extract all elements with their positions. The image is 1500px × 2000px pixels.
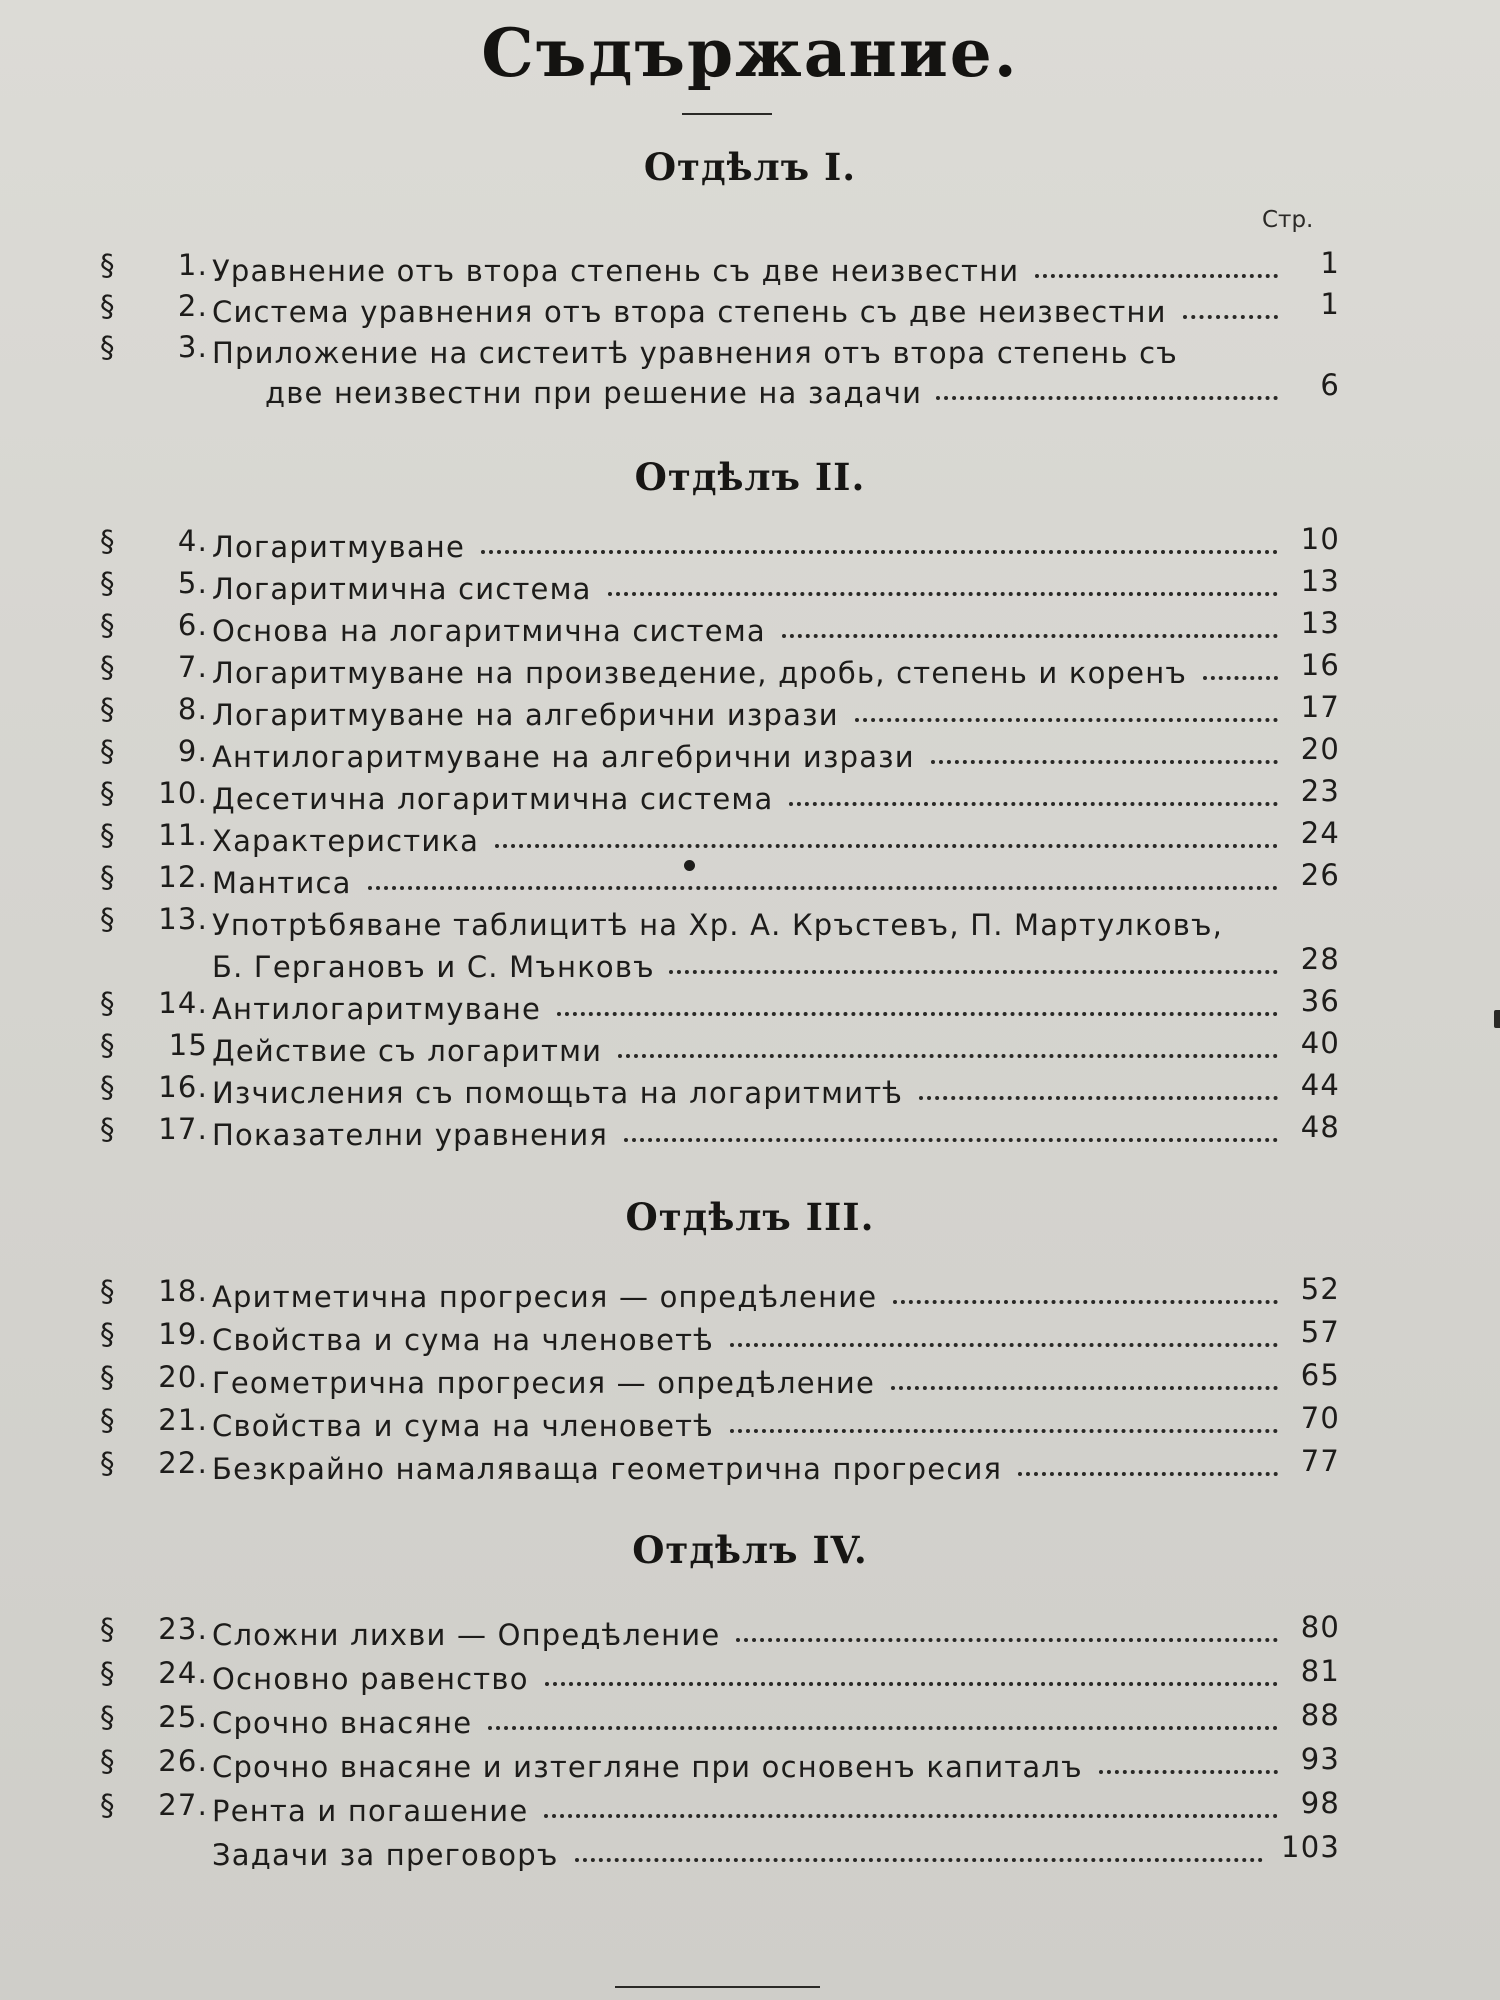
entry-title: Срочно внасяне и изтегляне при основенъ капиталъ [212,1750,1083,1784]
leader-dots [919,1096,1278,1100]
leader-dots [575,1858,1264,1862]
entry-page: 36 [1300,984,1340,1018]
toc-entry [100,816,1340,858]
toc-entry [100,1401,1340,1443]
section-mark: § [100,1112,116,1146]
toc-entry [100,328,1340,370]
section-mark: § [100,1070,116,1104]
section-mark: § [100,860,116,894]
toc-entry [100,522,1340,564]
entry-number: 10. [158,776,208,810]
section-mark: § [100,818,116,852]
entry-number: 17. [158,1112,208,1146]
entry-title-continuation: две неизвестни при решение на задачи [265,376,923,410]
entry-page: 16 [1300,648,1340,682]
entry-number: 3. [177,330,208,364]
leader-dots [1183,315,1278,319]
entry-title: Логаритмуване на алгебрични изрази [212,698,839,732]
toc-entry [100,1026,1340,1068]
entry-title: Основно равенство [212,1662,529,1696]
leader-dots [855,718,1278,722]
entry-page: 17 [1300,690,1340,724]
entry-number: 19. [158,1317,208,1351]
leader-dots [1035,274,1278,278]
leader-dots [544,1814,1278,1818]
entry-page: 77 [1300,1444,1340,1478]
entry-title: Безкрайно намаляваща геометрична прогресия [212,1452,1003,1486]
entry-number: 16. [158,1070,208,1104]
leader-dots [669,970,1278,974]
entry-page: 23 [1300,774,1340,808]
page-column-label: Стр. [1262,207,1314,233]
toc-entry [100,1444,1340,1486]
leader-dots [730,1429,1278,1433]
entry-number: 5. [177,566,208,600]
bottom-divider [615,1986,820,1988]
page-title: Съдържание. [481,14,1019,92]
toc-entry [100,1068,1340,1110]
entry-page: 44 [1300,1068,1340,1102]
section-mark: § [100,650,116,684]
section-mark: § [100,1028,116,1062]
section-heading-4: Отдѣлъ IV. [632,1528,868,1572]
toc-entry [100,1830,1340,1872]
toc-entry [100,246,1340,288]
leader-dots [893,1300,1278,1304]
entry-page: 88 [1300,1698,1340,1732]
entry-page: 80 [1300,1610,1340,1644]
leader-dots [782,634,1278,638]
section-mark: § [100,1656,116,1690]
toc-entry [100,1698,1340,1740]
section-mark: § [100,1317,116,1351]
entry-title: Свойства и сума на членоветѣ [212,1409,714,1443]
section-mark: § [100,1788,116,1822]
leader-dots [936,396,1278,400]
entry-title: Антилогаритмуване [212,992,542,1026]
entry-number: 23. [158,1612,208,1646]
toc-entry [100,984,1340,1026]
entry-number: 4. [177,524,208,558]
toc-entry [100,287,1340,329]
ink-speck [684,860,695,871]
entry-page: 48 [1300,1110,1340,1144]
section-mark: § [100,1744,116,1778]
toc-entry [100,858,1340,900]
section-mark: § [100,1612,116,1646]
entry-title: Десетична логаритмична система [212,782,774,816]
section-mark: § [100,902,116,936]
entry-number: 26. [158,1744,208,1778]
entry-number: 20. [158,1360,208,1394]
toc-entry [100,732,1340,774]
toc-entry [100,1610,1340,1652]
leader-dots [1018,1472,1278,1476]
entry-page: 13 [1300,606,1340,640]
entry-page: 65 [1300,1358,1340,1392]
entry-page: 1 [1320,246,1340,280]
entry-page: 98 [1300,1786,1340,1820]
entry-number: 1. [177,248,208,282]
entry-page: 20 [1300,732,1340,766]
section-mark: § [100,1700,116,1734]
entry-number: 7. [177,650,208,684]
entry-title: Сложни лихви — Опредѣление [212,1618,721,1652]
section-mark: § [100,986,116,1020]
entry-number: 11. [158,818,208,852]
leader-dots [1203,676,1278,680]
title-divider [682,113,772,115]
entry-page: 28 [1300,942,1340,976]
entry-page: 57 [1300,1315,1340,1349]
leader-dots [618,1054,1278,1058]
entry-title: Система уравнения отъ втора степень съ две неизвестни [212,295,1167,329]
entry-title: Логаритмуване на произведение, дробь, степень и коренъ [212,656,1188,690]
entry-number: 9. [177,734,208,768]
entry-title: Геометрична прогресия — опредѣление [212,1366,876,1400]
page-edge-mark [1494,1010,1500,1028]
section-mark: § [100,1360,116,1394]
entry-page: 40 [1300,1026,1340,1060]
leader-dots [624,1138,1278,1142]
toc-entry [100,1315,1340,1357]
toc-entry [100,774,1340,816]
entry-number: 25. [158,1700,208,1734]
leader-dots [557,1012,1278,1016]
toc-entry [100,1654,1340,1696]
leader-dots [736,1638,1278,1642]
toc-entry [100,1786,1340,1828]
leader-dots [931,760,1278,764]
entry-number: 12. [158,860,208,894]
entry-title: Основа на логаритмична система [212,614,766,648]
toc-entry-continuation [212,942,1340,984]
entry-title: Антилогаритмуване на алгебрични изрази [212,740,915,774]
entry-title: Показателни уравнения [212,1118,609,1152]
entry-page: 1 [1320,287,1340,321]
leader-dots [1099,1770,1278,1774]
entry-page: 70 [1300,1401,1340,1435]
toc-entry-continuation [265,368,1340,410]
entry-page: 10 [1300,522,1340,556]
entry-number: 22. [158,1446,208,1480]
entry-title: Аритметична прогресия — опредѣление [212,1280,878,1314]
toc-entry [100,606,1340,648]
toc-entry [100,690,1340,732]
entry-title: Срочно внасяне [212,1706,473,1740]
entry-page: 81 [1300,1654,1340,1688]
section-heading-1: Отдѣлъ I. [643,145,857,189]
entry-title: Изчисления съ помощьта на логаритмитѣ [212,1076,904,1110]
section-mark: § [100,1274,116,1308]
entry-title: Рента и погашение [212,1794,529,1828]
section-mark: § [100,734,116,768]
entry-title: Действие съ логаритми [212,1034,603,1068]
entry-number: 15 [168,1028,208,1062]
entry-page: 13 [1300,564,1340,598]
section-mark: § [100,608,116,642]
entry-title: Логаритмична система [212,572,592,606]
entry-number: 8. [177,692,208,726]
entry-title: Уравнение отъ втора степень съ две неизвестни [212,254,1020,288]
section-mark: § [100,330,116,364]
leader-dots [481,550,1278,554]
entry-title: Задачи за преговоръ [212,1838,559,1872]
section-mark: § [100,524,116,558]
leader-dots [891,1386,1278,1390]
entry-number: 14. [158,986,208,1020]
toc-entry [100,900,1340,942]
leader-dots [730,1343,1278,1347]
toc-entry [100,1742,1340,1784]
entry-number: 13. [158,902,208,936]
entry-page: 24 [1300,816,1340,850]
toc-entry [100,1272,1340,1314]
section-mark: § [100,776,116,810]
entry-page: 26 [1300,858,1340,892]
leader-dots [368,886,1278,890]
entry-number: 18. [158,1274,208,1308]
leader-dots [608,592,1278,596]
entry-number: 2. [177,289,208,323]
leader-dots [495,844,1278,848]
entry-title-continuation: Б. Гергановъ и С. Мънковъ [212,950,655,984]
section-mark: § [100,692,116,726]
toc-entry [100,564,1340,606]
entry-page: 52 [1300,1272,1340,1306]
entry-number: 24. [158,1656,208,1690]
entry-page: 93 [1300,1742,1340,1776]
leader-dots [789,802,1278,806]
section-mark: § [100,248,116,282]
entry-number: 21. [158,1403,208,1437]
entry-title: Мантиса [212,866,352,900]
entry-number: 6. [177,608,208,642]
section-heading-3: Отдѣлъ III. [625,1195,875,1239]
toc-entry [100,1110,1340,1152]
section-mark: § [100,1403,116,1437]
entry-title: Употрѣбяване таблицитѣ на Хр. А. Кръстевъ, П. Мартулковъ, [212,908,1224,942]
entry-title: Приложение на систеитѣ уравнения отъ втора степень съ [212,336,1178,370]
toc-entry [100,1358,1340,1400]
toc-entry [100,648,1340,690]
entry-page: 103 [1281,1830,1340,1864]
entry-title: Свойства и сума на членоветѣ [212,1323,714,1357]
entry-page: 6 [1320,368,1340,402]
entry-title: Логаритмуване [212,530,466,564]
section-heading-2: Отдѣлъ II. [634,455,866,499]
entry-number: 27. [158,1788,208,1822]
section-mark: § [100,289,116,323]
section-mark: § [100,1446,116,1480]
leader-dots [488,1726,1278,1730]
entry-title: Характеристика [212,824,480,858]
section-mark: § [100,566,116,600]
leader-dots [545,1682,1278,1686]
